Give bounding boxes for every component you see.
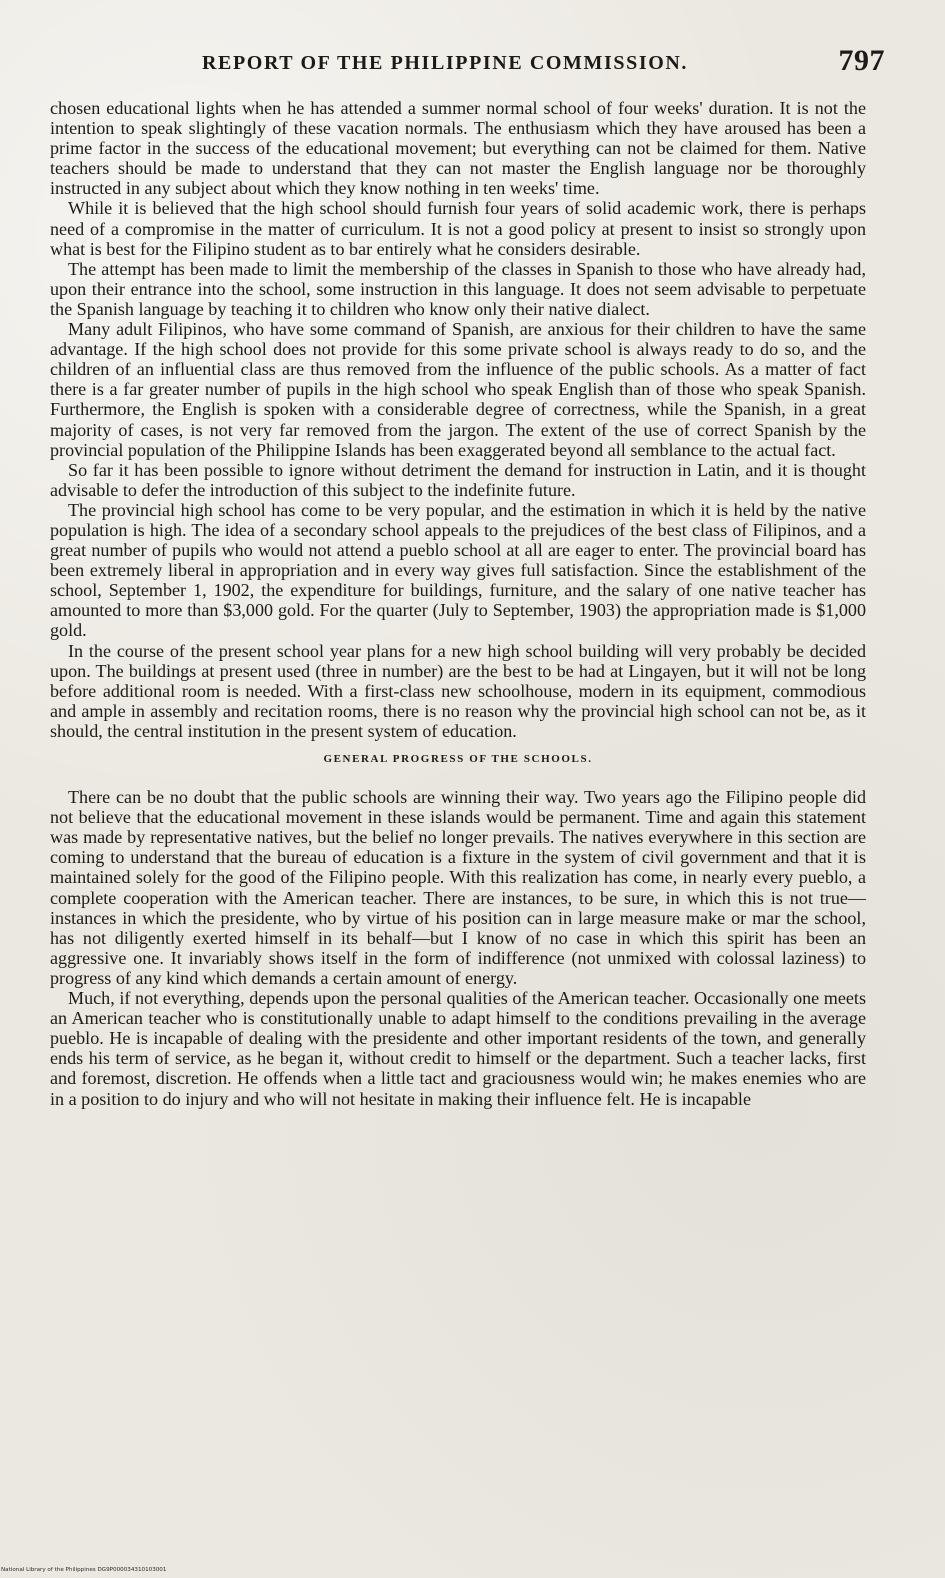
paragraph-3: The attempt has been made to limit the membership of the classes in Spanish to those who have already had, upon their entrance into the school, some instruction in this language. It does not seem advisable to perpetuate the Spanish language by teaching it to children who know only their native dialect.	[50, 258, 866, 319]
paragraph-5: So far it has been possible to ignore without detriment the demand for instruction in Latin, and it is thought advisable to defer the introduction of this subject to the indefinite future.	[50, 459, 866, 500]
paragraph-8: There can be no doubt that the public schools are winning their way. Two years ago the Filipino people did not believe that the educational movement in these islands would be permanent. Time and again this statement was made by representative natives, but the belief no longer prevails. The natives everywhere in this section are coming to understand that the bureau of education is a fixture in the system of civil government and that it is maintained solely for the good of the Filipino people. With this realization has come, in nearly every pueblo, a complete cooperation with the American teacher. There are instances, to be sure, in which this is not true—instances in which the presidente, who by virtue of his position can in large measure make or mar the school, has not diligently exerted himself in its behalf—but I know of no case in which this spirit has been an aggressive one. It invariably shows itself in the form of indifference (not unmixed with colossal laziness) to progress of any kind which demands a certain amount of energy.	[50, 787, 866, 988]
paragraph-7: In the course of the present school year plans for a new high school building will very probably be decided upon. The buildings at present used (three in number) are the best to be had at Lingayen, but it will not be long before additional room is needed. With a first-class new schoolhouse, modern in its equipment, commodious and ample in assembly and recitation rooms, there is no reason why the provincial high school can not be, as it should, the central institution in the present system of education.	[50, 640, 866, 741]
page-number: 797	[838, 44, 885, 77]
footer-note: National Library of the Philippines DG9P000034310103001	[1, 1567, 167, 1573]
main-content	[50, 98, 866, 1109]
running-head: REPORT OF THE PHILIPPINE COMMISSION.	[202, 52, 689, 74]
page-header	[48, 42, 885, 82]
paragraph-2: While it is believed that the high school should furnish four years of solid academic work, there is perhaps need of a compromise in the matter of curriculum. It is not a good policy at present to insist so strongly upon what is best for the Filipino student as to bar entirely what he considers desirable.	[50, 198, 866, 259]
paragraph-6: The provincial high school has come to be very popular, and the estimation in which it is held by the native population is high. The idea of a secondary school appeals to the prejudices of the best class of Filipinos, and a great number of pupils who would not attend a pueblo school at all are eager to enter. The provincial board has been extremely liberal in appropriation and in every way gives full satisfaction. Since the establishment of the school, September 1, 1902, the expenditure for buildings, furniture, and the salary of one native teacher has amounted to more than $3,000 gold. For the quarter (July to September, 1903) the appropriation made is $1,000 gold.	[50, 499, 866, 641]
paragraph-1: chosen educational lights when he has attended a summer normal school of four weeks' duration. It is not the intention to speak slightingly of these vacation normals. The enthusiasm which they have aroused has been a prime factor in the success of the educational movement; but everything can not be claimed for them. Native teachers should be made to understand that they can not master the English language nor be thoroughly instructed in any subject about which they know nothing in ten weeks' time.	[50, 98, 866, 199]
section-heading: GENERAL PROGRESS OF THE SCHOOLS.	[323, 753, 593, 765]
paragraph-9: Much, if not everything, depends upon the personal qualities of the American teacher. Occasionally one meets an American teacher who is constitutionally unable to adapt himself to the conditions prevailing in the average pueblo. He is incapable of dealing with the presidente and other important residents of the town, and generally ends his term of service, as he began it, without credit to himself or the department. Such a teacher lacks, first and foremost, discretion. He offends when a little tact and graciousness would win; he makes enemies who are in a position to do injury and who will not hesitate in making their influence felt. He is incapable	[50, 988, 866, 1109]
paragraph-4: Many adult Filipinos, who have some command of Spanish, are anxious for their children to have the same advantage. If the high school does not provide for this some private school is always ready to do so, and the children of an influential class are thus removed from the influence of the public schools. As a matter of fact there is a far greater number of pupils in the high school who speak English than of those who speak Spanish. Furthermore, the English is spoken with a considerable degree of correctness, while the Spanish, in a great majority of cases, is not very far removed from the jargon. The extent of the use of correct Spanish by the provincial population of the Philippine Islands has been exaggerated beyond all semblance to the actual fact.	[50, 319, 866, 460]
